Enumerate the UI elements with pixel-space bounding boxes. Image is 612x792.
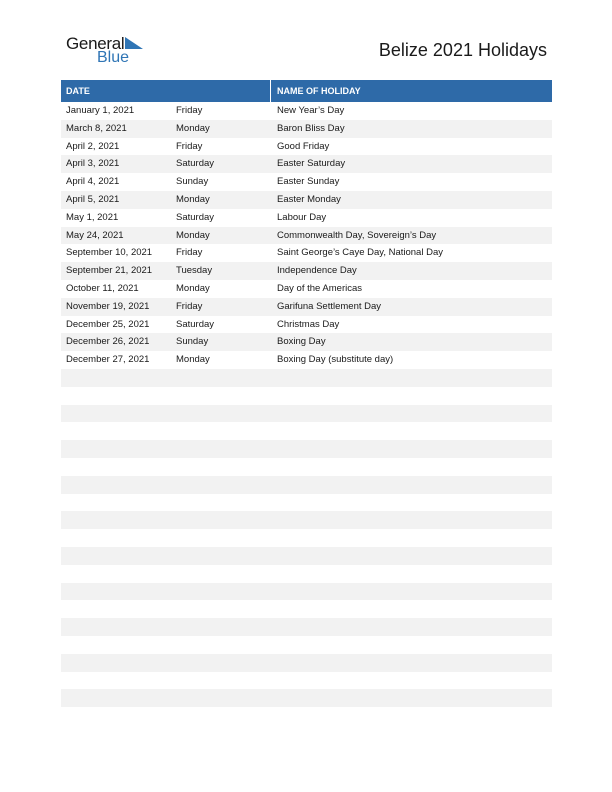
blank-row [61,529,552,547]
cell-weekday: Monday [176,122,210,134]
holiday-table [61,80,552,725]
table-row [61,333,552,351]
table-row [61,173,552,191]
header-divider [270,80,271,102]
table-row [61,351,552,369]
table-body [61,102,552,369]
cell-holiday-name: Garifuna Settlement Day [277,300,382,312]
logo-word-blue: Blue [97,49,130,66]
table-row [61,120,552,138]
cell-date: March 8, 2021 [66,122,127,134]
table-row [61,191,552,209]
blank-row [61,689,552,707]
blank-row [61,707,552,725]
table-row [61,155,552,173]
cell-holiday-name: New Year’s Day [277,105,345,116]
cell-holiday-name: Good Friday [277,140,330,152]
cell-weekday: Monday [176,282,210,294]
blank-row [61,565,552,583]
cell-holiday-name: Independence Day [277,265,357,277]
cell-date: September 10, 2021 [66,247,153,259]
table-header [61,80,552,102]
cell-date: December 27, 2021 [66,354,150,366]
cell-holiday-name: Easter Saturday [277,158,346,170]
cell-date: December 26, 2021 [66,336,150,348]
table-row [61,227,552,245]
blank-row [61,618,552,636]
blank-row [61,672,552,690]
cell-date: September 21, 2021 [66,265,153,277]
cell-holiday-name: Easter Monday [277,193,341,205]
cell-weekday: Monday [176,354,210,366]
generalblue-logo [66,34,156,68]
cell-date: April 5, 2021 [66,193,120,205]
cell-date: April 4, 2021 [66,176,120,188]
cell-date: May 1, 2021 [66,211,119,223]
cell-weekday: Monday [176,193,210,205]
header-holiday-name: NAME OF HOLIDAY [277,86,361,96]
table-row [61,280,552,298]
cell-holiday-name: Easter Sunday [277,176,340,188]
blank-row [61,636,552,654]
cell-holiday-name: Christmas Day [277,318,340,330]
blank-row [61,440,552,458]
cell-date: April 3, 2021 [66,158,120,170]
cell-weekday: Sunday [176,336,209,348]
cell-weekday: Saturday [176,211,215,223]
cell-date: May 24, 2021 [66,229,124,241]
blank-row [61,422,552,440]
cell-holiday-name: Labour Day [277,211,327,223]
table-row [61,138,552,156]
page-title: Belize 2021 Holidays [378,40,547,60]
cell-weekday: Saturday [176,158,215,170]
table-row [61,298,552,316]
blank-row [61,494,552,512]
cell-date: November 19, 2021 [66,300,150,312]
blank-row [61,476,552,494]
blank-row [61,654,552,672]
blank-row [61,369,552,387]
logo-word-general: General [66,34,125,53]
blank-row [61,547,552,565]
cell-weekday: Friday [176,300,203,312]
blank-row [61,458,552,476]
cell-date: December 25, 2021 [66,318,150,330]
cell-holiday-name: Boxing Day (substitute day) [277,354,394,366]
cell-weekday: Sunday [176,176,209,188]
blank-row [61,600,552,618]
table-row [61,316,552,334]
cell-weekday: Tuesday [176,265,213,277]
header-date: DATE [66,86,90,96]
cell-weekday: Friday [176,247,203,259]
cell-weekday: Friday [176,140,203,152]
cell-weekday: Monday [176,229,210,241]
cell-date: January 1, 2021 [66,105,135,116]
cell-date: October 11, 2021 [66,282,139,294]
table-row [61,244,552,262]
blank-row [61,511,552,529]
blank-row [61,387,552,405]
cell-holiday-name: Commonwealth Day, Sovereign’s Day [277,229,437,241]
cell-holiday-name: Baron Bliss Day [277,122,345,134]
cell-date: April 2, 2021 [66,140,120,152]
table-row [61,209,552,227]
table-row [61,262,552,280]
blank-row [61,583,552,601]
blank-row [61,405,552,423]
cell-weekday: Saturday [176,318,215,330]
cell-holiday-name: Saint George’s Caye Day, National Day [277,247,443,259]
cell-weekday: Friday [176,105,203,116]
table-blank-rows [61,369,552,725]
cell-holiday-name: Boxing Day [277,336,326,348]
cell-holiday-name: Day of the Americas [277,282,363,294]
table-row [61,102,552,120]
